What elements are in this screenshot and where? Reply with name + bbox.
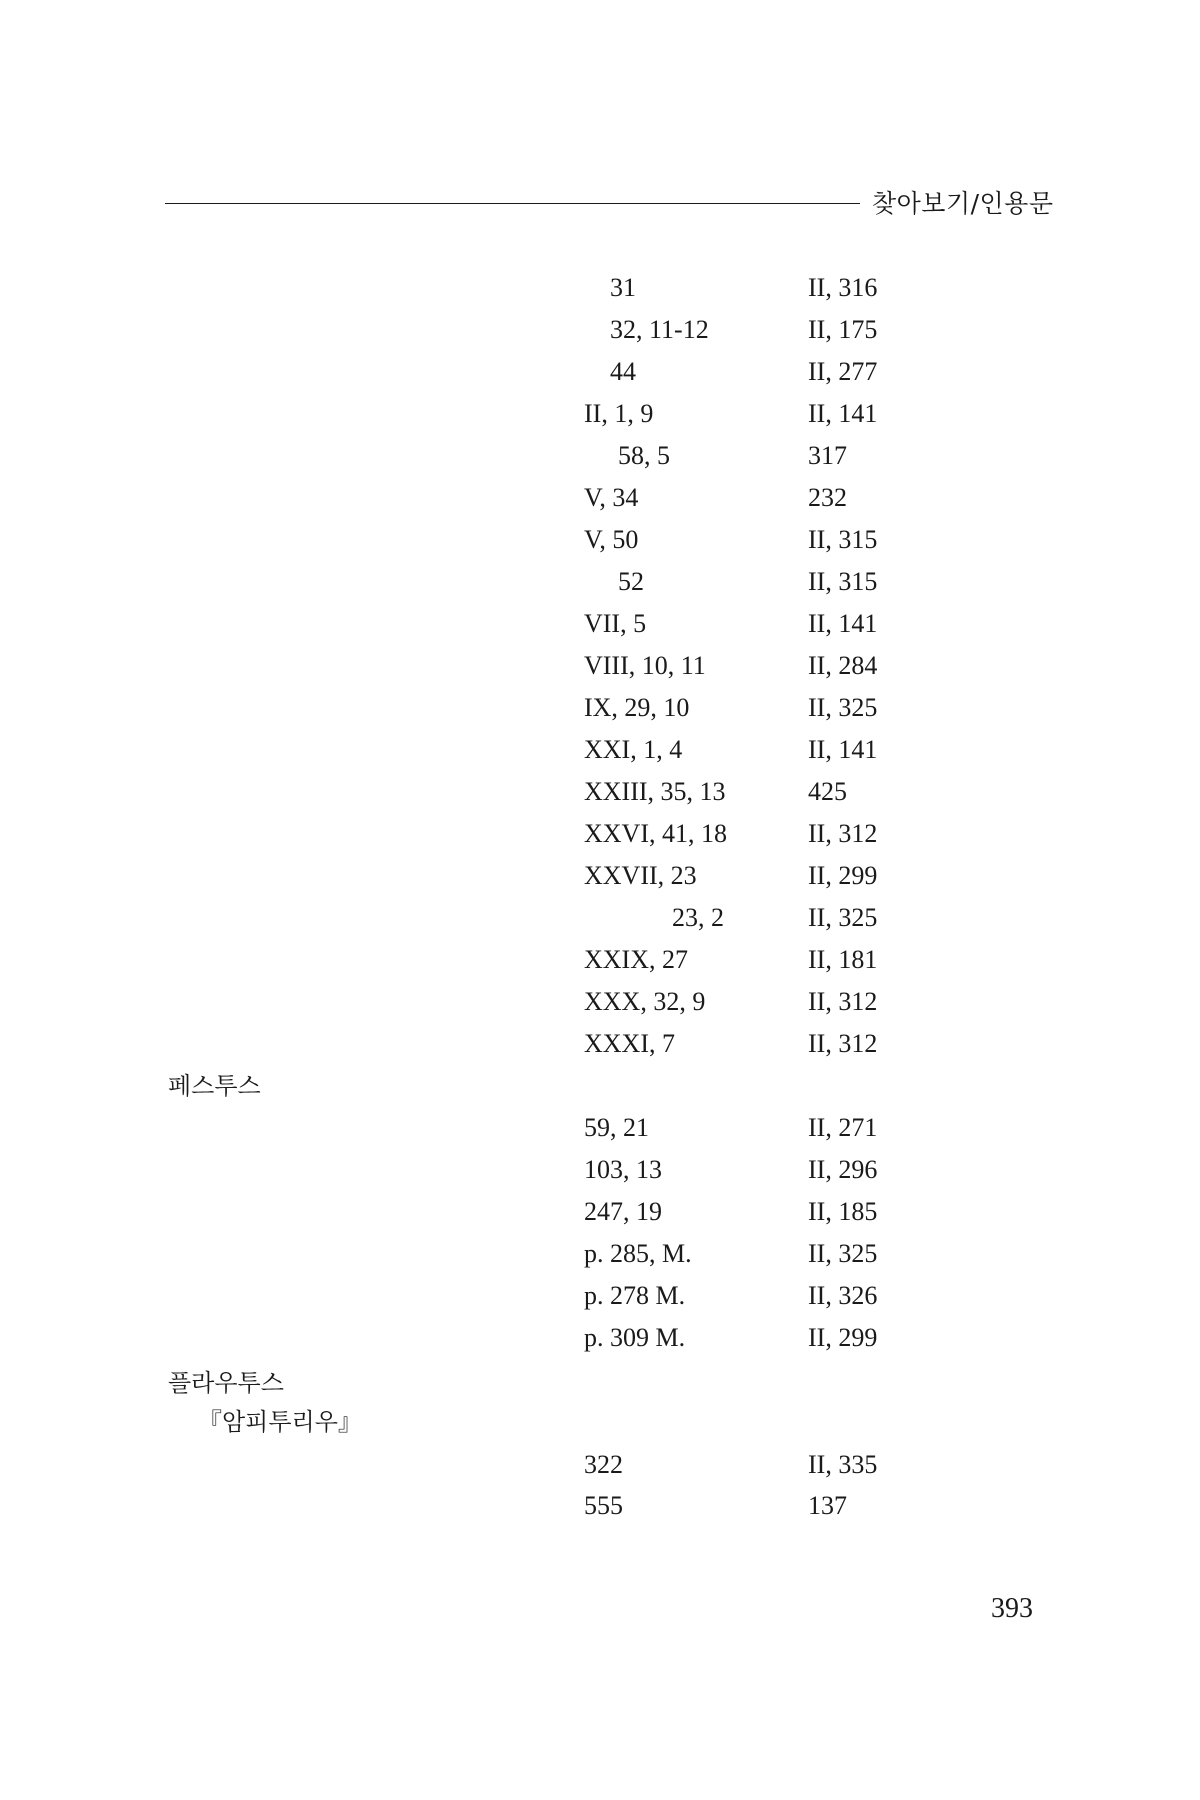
- citation-page: 137: [808, 1491, 847, 1520]
- citation-location: 103, 13: [584, 1155, 662, 1184]
- citation-location: XXI, 1, 4: [584, 735, 683, 764]
- citation-location: IX, 29, 10: [584, 693, 690, 722]
- index-row: [0, 646, 1200, 686]
- author-festus: 페스투스: [168, 1072, 261, 1100]
- index-row: [0, 982, 1200, 1022]
- citation-location: p. 309 M.: [584, 1323, 686, 1352]
- index-row: [0, 352, 1200, 392]
- citation-location: V, 50: [584, 525, 639, 554]
- index-row: [0, 1276, 1200, 1316]
- citation-page: II, 271: [808, 1113, 878, 1142]
- citation-page: II, 312: [808, 1029, 878, 1058]
- running-head: 찾아보기/인용문: [872, 189, 1054, 218]
- citation-page: II, 277: [808, 357, 878, 386]
- citation-page: II, 316: [808, 273, 878, 302]
- citation-page: II, 312: [808, 819, 878, 848]
- index-row: [0, 1445, 1200, 1485]
- index-row: [0, 898, 1200, 938]
- index-row: [0, 268, 1200, 308]
- citation-page: II, 325: [808, 1239, 878, 1268]
- citation-location: XXVI, 41, 18: [584, 819, 727, 848]
- index-row: [0, 436, 1200, 476]
- citation-location: V, 34: [584, 483, 639, 512]
- index-row: [0, 562, 1200, 602]
- citation-page: II, 299: [808, 861, 878, 890]
- citation-location: p. 285, M.: [584, 1239, 692, 1268]
- index-row: [0, 520, 1200, 560]
- citation-location: II, 1, 9: [584, 399, 654, 428]
- index-row: [0, 1192, 1200, 1232]
- index-row: [0, 1486, 1200, 1526]
- index-row: [0, 940, 1200, 980]
- index-row: [0, 394, 1200, 434]
- citation-page: II, 141: [808, 399, 878, 428]
- citation-page: II, 325: [808, 903, 878, 932]
- index-row: [0, 1234, 1200, 1274]
- index-row: [0, 772, 1200, 812]
- citation-page: 425: [808, 777, 847, 806]
- citation-page: II, 141: [808, 609, 878, 638]
- index-row: [0, 1024, 1200, 1064]
- index-row: [0, 1318, 1200, 1358]
- citation-location: 322: [584, 1450, 623, 1479]
- work-title: 『암피투리우』: [198, 1408, 362, 1436]
- index-row: [0, 730, 1200, 770]
- citation-location: XXVII, 23: [584, 861, 697, 890]
- citation-page: II, 326: [808, 1281, 878, 1310]
- citation-page: II, 315: [808, 525, 878, 554]
- citation-location: VII, 5: [584, 609, 647, 638]
- citation-page: II, 299: [808, 1323, 878, 1352]
- citation-location: VIII, 10, 11: [584, 651, 706, 680]
- citation-location: p. 278 M.: [584, 1281, 686, 1310]
- citation-location: 59, 21: [584, 1113, 649, 1142]
- citation-page: II, 315: [808, 567, 878, 596]
- citation-page: II, 181: [808, 945, 878, 974]
- citation-location: 58, 5: [618, 441, 670, 470]
- header-rule: [165, 203, 860, 204]
- citation-location: XXIX, 27: [584, 945, 688, 974]
- citation-location: 52: [618, 567, 644, 596]
- citation-page: II, 284: [808, 651, 878, 680]
- index-row: [0, 1108, 1200, 1148]
- citation-location: 23, 2: [672, 903, 724, 932]
- citation-page: 317: [808, 441, 847, 470]
- index-row: [0, 604, 1200, 644]
- citation-location: 555: [584, 1491, 623, 1520]
- citation-page: II, 325: [808, 693, 878, 722]
- index-row: [0, 814, 1200, 854]
- citation-location: XXIII, 35, 13: [584, 777, 726, 806]
- citation-location: 247, 19: [584, 1197, 662, 1226]
- citation-page: 232: [808, 483, 847, 512]
- citation-page: II, 141: [808, 735, 878, 764]
- citation-page: II, 296: [808, 1155, 878, 1184]
- citation-location: XXXI, 7: [584, 1029, 675, 1058]
- citation-page: II, 312: [808, 987, 878, 1016]
- index-row: [0, 856, 1200, 896]
- author-plautus: 플라우투스: [168, 1369, 284, 1397]
- citation-location: 32, 11-12: [610, 315, 709, 344]
- page-number: 393: [991, 1593, 1033, 1624]
- citation-page: II, 175: [808, 315, 878, 344]
- index-row: [0, 1150, 1200, 1190]
- citation-page: II, 185: [808, 1197, 878, 1226]
- index-row: [0, 478, 1200, 518]
- citation-page: II, 335: [808, 1450, 878, 1479]
- citation-location: 31: [610, 273, 636, 302]
- citation-location: 44: [610, 357, 636, 386]
- citation-location: XXX, 32, 9: [584, 987, 706, 1016]
- index-row: [0, 310, 1200, 350]
- index-row: [0, 688, 1200, 728]
